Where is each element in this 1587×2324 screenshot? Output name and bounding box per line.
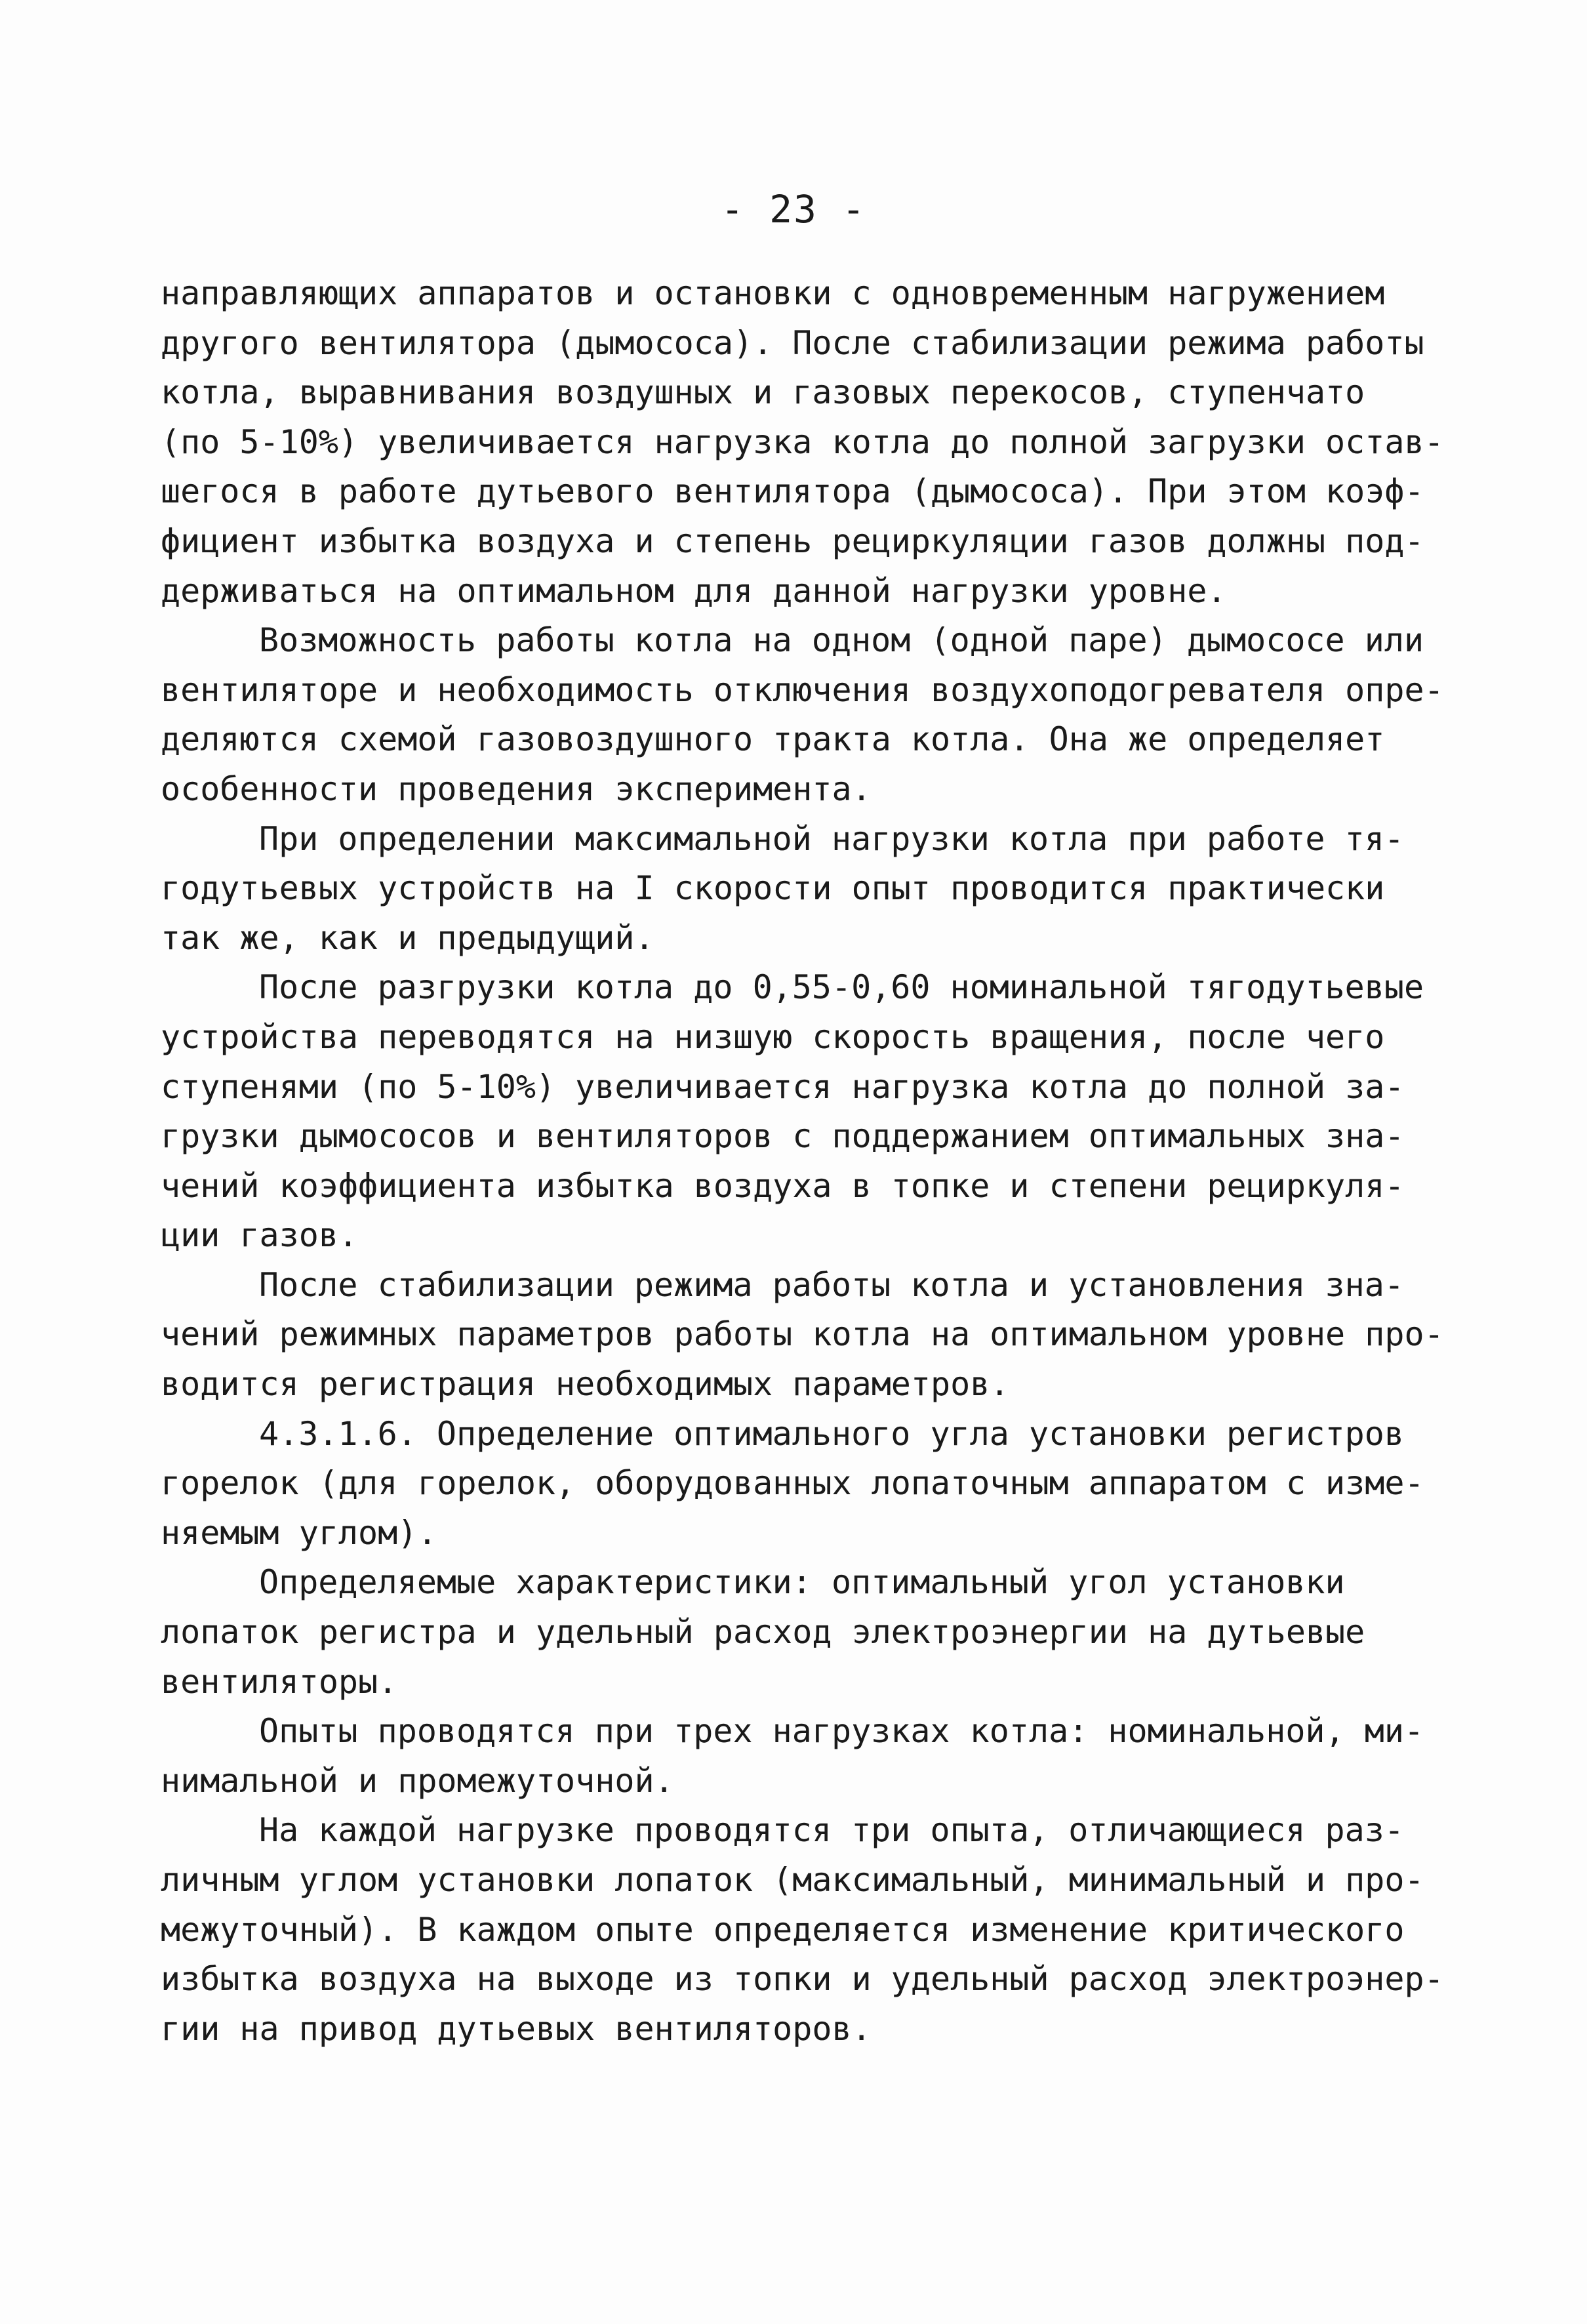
paragraph (161, 1707, 1466, 1806)
text-line: вентиляторы. (161, 1662, 398, 1701)
paragraph (161, 1410, 1466, 1559)
text-line: вентиляторе и необходимость отключения воздухоподогревателя опре- (161, 670, 1444, 709)
text-line: 4.3.1.6. Определение оптимального угла установки регистров (259, 1414, 1404, 1453)
page-number: - 23 - (721, 187, 866, 232)
text-line: Возможность работы котла на одном (одной паре) дымососе или (259, 621, 1424, 660)
text-line: После разгрузки котла до 0,55-0,60 номинальной тягодутьевые (259, 968, 1424, 1007)
text-line: направляющих аппаратов и остановки с одновременным нагружением (161, 274, 1385, 312)
text-line: Опыты проводятся при трех нагрузках котла: номинальной, ми- (259, 1712, 1424, 1751)
text-line: деляются схемой газовоздушного тракта котла. Она же определяет (161, 720, 1385, 759)
paragraph (161, 616, 1466, 814)
text-line: грузки дымососов и вентиляторов с поддержанием оптимальных зна- (161, 1117, 1405, 1156)
paragraph (161, 1558, 1466, 1707)
text-line: водится регистрация необходимых параметров. (161, 1365, 1010, 1404)
text-line: нимальной и промежуточной. (161, 1761, 674, 1800)
text-line: так же, как и предыдущий. (161, 918, 654, 957)
text-line: избытка воздуха на выходе из топки и удельный расход электроэнер- (161, 1960, 1444, 1999)
text-line: После стабилизации режима работы котла и установления зна- (259, 1265, 1404, 1304)
text-line: держиваться на оптимальном для данной нагрузки уровне. (161, 571, 1227, 610)
text-line: другого вентилятора (дымососа). После стабилизации режима работы (161, 323, 1424, 362)
text-line: годутьевых устройств на I скорости опыт проводится практически (161, 869, 1385, 908)
text-line: фициент избытка воздуха и степень рециркуляции газов должны под- (161, 521, 1424, 560)
text-line: устройства переводятся на низшую скорость вращения, после чего (161, 1017, 1385, 1056)
text-line: чений коэффициента избытка воздуха в топке и степени рециркуля- (161, 1166, 1405, 1205)
text-line: Определяемые характеристики: оптимальный угол установки (259, 1563, 1345, 1602)
paragraph (161, 1806, 1466, 2054)
text-line: особенности проведения эксперимента. (161, 769, 872, 808)
text-line: (по 5-10%) увеличивается нагрузка котла до полной загрузки остав- (161, 422, 1444, 461)
document-body (161, 269, 1466, 2054)
paragraph (161, 963, 1466, 1261)
text-line: При определении максимальной нагрузки котла при работе тя- (259, 819, 1404, 858)
text-line: ции газов. (161, 1216, 359, 1255)
text-line: гии на привод дутьевых вентиляторов. (161, 2009, 872, 2048)
text-line: лопаток регистра и удельный расход электроэнергии на дутьевые (161, 1613, 1365, 1652)
text-line: горелок (для горелок, оборудованных лопаточным аппаратом с изме- (161, 1464, 1424, 1503)
paragraph (161, 815, 1466, 964)
text-line: межуточный). В каждом опыте определяется изменение критического (161, 1910, 1405, 1949)
paragraph (161, 1261, 1466, 1410)
text-line: ступенями (по 5-10%) увеличивается нагрузка котла до полной за- (161, 1067, 1405, 1106)
text-line: котла, выравнивания воздушных и газовых перекосов, ступенчато (161, 373, 1365, 412)
paragraph (161, 269, 1466, 616)
text-line: чений режимных параметров работы котла на оптимальном уровне про- (161, 1315, 1444, 1354)
text-line: личным углом установки лопаток (максимальный, минимальный и про- (161, 1861, 1424, 1899)
text-line: шегося в работе дутьевого вентилятора (дымососа). При этом коэф- (161, 472, 1424, 511)
text-line: На каждой нагрузке проводятся три опыта, отличающиеся раз- (259, 1811, 1404, 1850)
text-line: няемым углом). (161, 1513, 437, 1552)
